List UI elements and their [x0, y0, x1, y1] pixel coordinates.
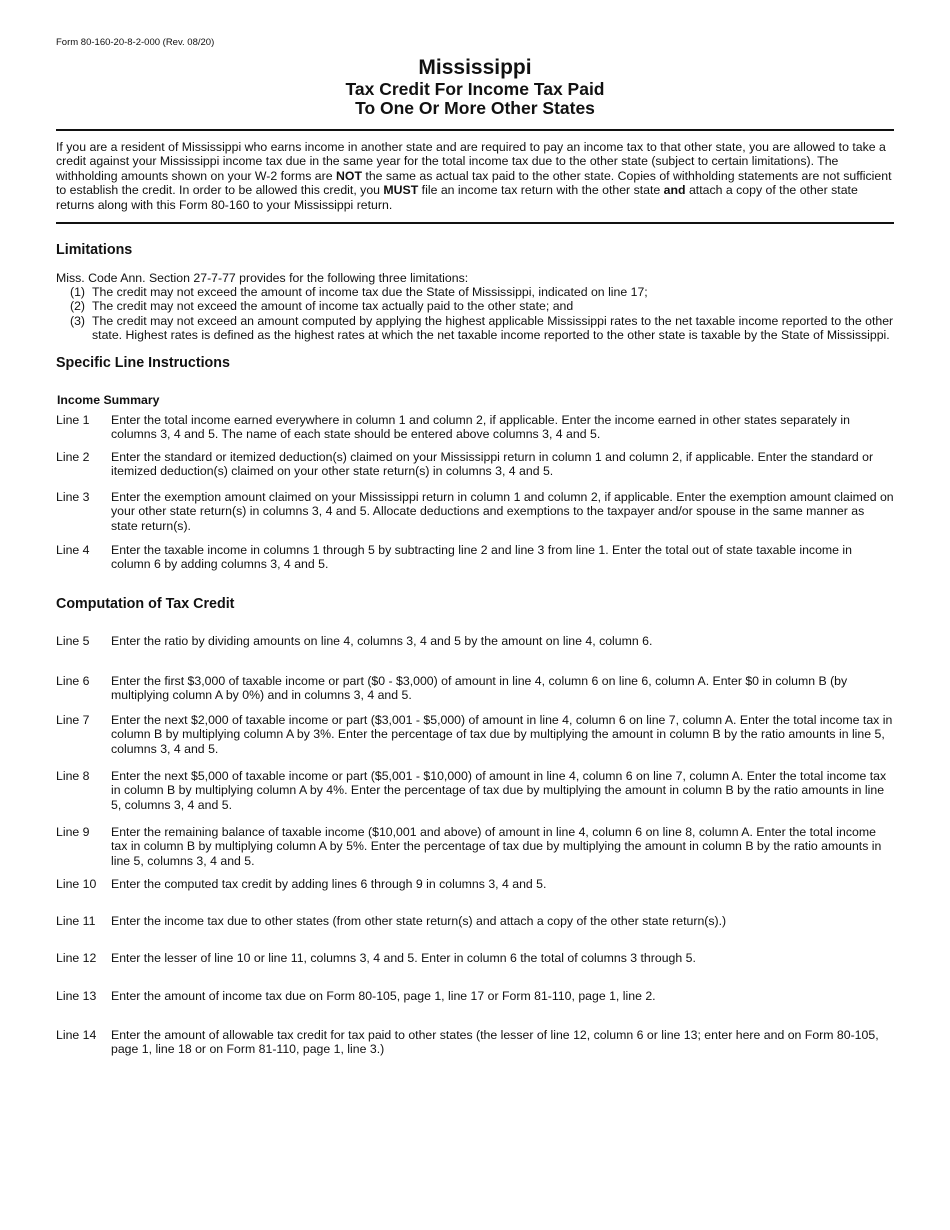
instruction-line-12: [56, 951, 894, 965]
instruction-line-8: [56, 769, 894, 812]
line-text: Enter the amount of income tax due on Form 80-105, page 1, line 17 or Form 81-110, page 1, line 2.: [111, 989, 656, 1003]
intro-paragraph: [56, 140, 898, 212]
limitation-item: [70, 314, 910, 343]
computation-heading: Computation of Tax Credit: [56, 596, 235, 612]
bottom-divider: [56, 222, 894, 224]
limitations-heading: Limitations: [56, 242, 133, 258]
line-text: Enter the ratio by dividing amounts on line 4, columns 3, 4 and 5 by the amount on line 4, column 6.: [111, 634, 653, 648]
line-label: Line 8: [56, 769, 90, 783]
line-label: Line 1: [56, 413, 90, 427]
title-line-2: Tax Credit For Income Tax Paid: [345, 79, 605, 99]
limitation-item: [70, 299, 910, 313]
limitation-text: The credit may not exceed the amount of income tax actually paid to the other state; and: [92, 299, 574, 314]
line-text: Enter the amount of allowable tax credit for tax paid to other states (the lesser of line 12, column 6 or line 13; enter here and on Form 80-105, page 1, line 18 or on Form 81-110, page 1, line 3.): [111, 1028, 879, 1057]
line-text: Enter the lesser of line 10 or line 11, columns 3, 4 and 5. Enter in column 6 the total of columns 3 through 5.: [111, 951, 696, 965]
intro-text-4: attach a copy of the other state returns along with this Form 80-160 to your Mississippi return.: [56, 183, 858, 212]
line-label: Line 14: [56, 1028, 97, 1042]
limitation-number: (3): [70, 313, 86, 328]
line-label: Line 12: [56, 951, 97, 965]
income-summary-heading: Income Summary: [57, 393, 160, 407]
line-text: Enter the remaining balance of taxable income ($10,001 and above) of amount in line 4, column 6 on line 8, column A. Enter the total income tax in column B by multiplying column A by 5%. Enter the percentage of tax due by multiplying the amount in column B by the ratio amounts in line 5, columns 3, 4 and 5.: [111, 825, 882, 868]
line-text: Enter the first $3,000 of taxable income or part ($0 - $3,000) of amount in line 4, column 6 on line 6, column A. Enter $0 in column B (by multiplying column A by 0%) and in columns 3, 4 and 5.: [111, 674, 848, 703]
instruction-line-5: [56, 634, 894, 648]
line-label: Line 11: [56, 914, 96, 928]
top-divider: [56, 129, 894, 131]
line-label: Line 3: [56, 490, 90, 504]
limitation-text: The credit may not exceed an amount computed by applying the highest applicable Mississippi rates to the net taxable income reported to the other state. Highest rates is defined as the highest rates at which the net taxable income reported to the other state is taxable by the State of Mississippi.: [92, 313, 894, 343]
line-label: Line 13: [56, 989, 97, 1003]
line-text: Enter the next $5,000 of taxable income or part ($5,001 - $10,000) of amount in line 4, column 6 on line 7, column A. Enter the total income tax in column B by multiplying column A by 4%. Enter the percentage of tax due by multiplying the amount in column B by the ratio amounts in line 5, columns 3, 4 and 5.: [111, 769, 887, 812]
line-label: Line 10: [56, 877, 97, 891]
intro-emphasis-must: MUST: [383, 183, 419, 198]
specific-instructions-heading: Specific Line Instructions: [56, 355, 230, 371]
instruction-line-10: [56, 877, 894, 891]
limitation-item: [70, 285, 910, 299]
intro-text-3: file an income tax return with the other state: [418, 183, 664, 198]
line-text: Enter the next $2,000 of taxable income or part ($3,001 - $5,000) of amount in line 4, column 6 on line 7, column A. Enter the total income tax in column B by multiplying column A by 3%. Enter the percentage of tax due by multiplying the amount in column B by the ratio amounts in line 5, columns 3, 4 and 5.: [111, 713, 893, 756]
intro-emphasis-not: NOT: [336, 168, 362, 183]
line-label: Line 4: [56, 543, 90, 557]
form-title: [0, 56, 950, 118]
line-label: Line 7: [56, 713, 90, 727]
form-number: Form 80-160-20-8-2-000 (Rev. 08/20): [56, 37, 215, 48]
instruction-line-2: [56, 450, 894, 479]
limitation-number: (2): [70, 299, 86, 314]
intro-text-2: the same as actual tax paid to the other state. Copies of withholding statements are not sufficient to establish the credit. In order to be allowed this credit, you: [56, 168, 892, 198]
instruction-line-9: [56, 825, 894, 868]
line-label: Line 9: [56, 825, 90, 839]
title-line-3: To One Or More Other States: [355, 98, 595, 118]
instruction-line-1: [56, 413, 894, 442]
line-text: Enter the taxable income in columns 1 through 5 by subtracting line 2 and line 3 from line 1. Enter the total out of state taxable income in column 6 by adding columns 3, 4 and 5.: [111, 543, 852, 572]
line-label: Line 5: [56, 634, 90, 648]
instruction-line-13: [56, 989, 894, 1003]
intro-text-1: If you are a resident of Mississippi who earns income in another state and are required to pay an income tax to that other state, you are allowed to take a credit against your Mississippi income tax due in the same year for the total income tax due to the other state (subject to certain limitations). The withholding amounts shown on your W-2 forms are: [56, 140, 886, 183]
instruction-line-14: [56, 1028, 894, 1057]
line-text: Enter the standard or itemized deduction(s) claimed on your Mississippi return in column 1 and column 2, if applicable. Enter the standard or itemized deduction(s) claimed on your other state return(s) in columns 3, 4 and 5.: [111, 450, 874, 479]
instruction-line-4: [56, 543, 894, 572]
line-text: Enter the income tax due to other states (from other state return(s) and attach a copy of the other state return(s).): [111, 914, 727, 928]
limitation-text: The credit may not exceed the amount of income tax due the State of Mississippi, indicated on line 17;: [92, 285, 648, 299]
line-text: Enter the total income earned everywhere in column 1 and column 2, if applicable. Enter the income earned in other states separately in columns 3, 4 and 5. The name of each state should be entered above columns 3, 4 and 5.: [111, 413, 850, 442]
line-text: Enter the exemption amount claimed on your Mississippi return in column 1 and column 2, if applicable. Enter the exemption amount claimed on your other state return(s) in columns 3, 4 and 5. Allocate deductions and exemptions to the taxpayer and/or spouse in the same manner as state return(s).: [111, 490, 894, 533]
title-state: Mississippi: [418, 56, 532, 79]
instruction-line-11: [56, 914, 894, 928]
instruction-line-7: [56, 713, 894, 756]
line-label: Line 6: [56, 674, 90, 688]
line-label: Line 2: [56, 450, 90, 464]
instruction-line-6: [56, 674, 894, 703]
limitations-list: [70, 285, 910, 343]
line-text: Enter the computed tax credit by adding lines 6 through 9 in columns 3, 4 and 5.: [111, 877, 547, 891]
instruction-line-3: [56, 490, 894, 533]
intro-emphasis-and: and: [663, 183, 686, 198]
limitations-intro: Miss. Code Ann. Section 27-7-77 provides for the following three limitations:: [56, 271, 469, 285]
limitation-number: (1): [70, 285, 86, 299]
